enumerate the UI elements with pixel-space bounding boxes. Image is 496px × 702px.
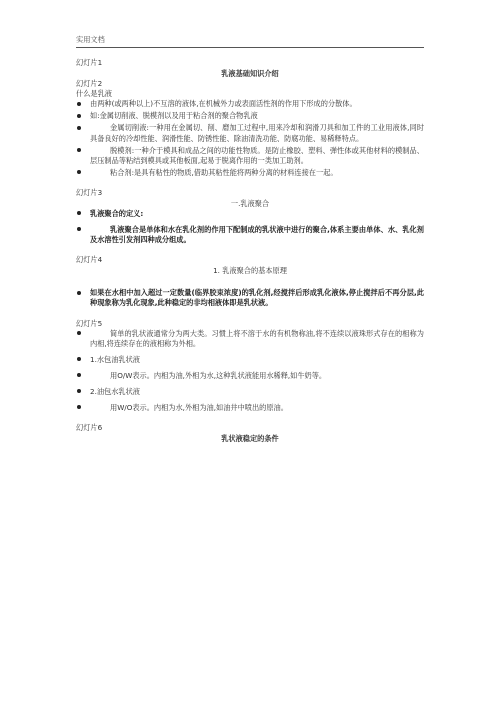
list-item: 乳液聚合的定义:	[76, 209, 424, 219]
slide-label: 幻灯片3	[76, 187, 103, 197]
bullet-list	[76, 329, 424, 413]
slide-title: 乳液基础知识介绍	[221, 69, 279, 79]
list-item: 2.油包水乳状液	[76, 387, 424, 397]
list-item: 用O/W表示。内相为油,外相为水,这种乳状液能用水稀释,如牛奶等。	[76, 371, 424, 381]
list-item: 粘合剂:是具有粘性的物质,借助其粘性能将两种分离的材料连接在一起。	[76, 168, 424, 178]
bullet-icon	[77, 227, 81, 231]
spacer	[76, 276, 424, 288]
bullet-list	[76, 288, 424, 308]
bullet-icon	[77, 211, 81, 215]
list-item: 如:金属切削液、脱模剂以及用于粘合剂的聚合物乳液	[76, 111, 424, 121]
spacer	[76, 311, 424, 319]
page-header: 实用文档	[76, 35, 105, 44]
document-content	[76, 58, 424, 444]
bullet-icon	[77, 405, 81, 409]
list-item: 金属切削液:一种用在金属切、削、磨加工过程中,用来冷却和润滑刀具和加工件的工业用液体,同时具备良好的冷却性能、润滑性能、防锈性能、除油清洗功能、防腐功能、易稀释特点。	[76, 123, 424, 143]
slide-subtitle: 一.乳液聚合	[230, 198, 270, 208]
list-item: 由两种(或两种以上)不互溶的液体,在机械外力或表面活性剂的作用下形成的分散体。	[76, 99, 424, 109]
bullet-icon	[77, 331, 81, 335]
list-item: 脱模剂:一种介于模具和成品之间的功能性物质。是防止橡胶、塑料、弹性体或其他材料的模制品、层压制品等粘结到模具或其他板面,起易于脱离作用的一类加工助剂。	[76, 146, 424, 166]
bullet-icon	[77, 114, 81, 118]
slide-label: 幻灯片1	[76, 58, 103, 67]
slide-label: 幻灯片4	[76, 255, 103, 265]
slide-label: 幻灯片6	[76, 423, 103, 433]
bullet-icon	[77, 357, 81, 361]
bullet-icon	[77, 126, 81, 130]
spacer	[76, 415, 424, 423]
list-item: 乳液聚合是单体和水在乳化剂的作用下配制成的乳状液中进行的聚合,体系主要由单体、水、乳化剂及水溶性引发剂四种成分组成。	[76, 225, 424, 245]
bullet-icon	[77, 170, 81, 174]
list-item: 1.水包油乳状液	[76, 355, 424, 365]
list-item: 简单的乳状液通常分为两大类。习惯上将不溶于水的有机物称油,将不连续以液珠形式存在的相称为内相,将连续存在的液相称为外相。	[76, 329, 424, 349]
spacer	[76, 180, 424, 188]
section-heading: 什么是乳液	[76, 89, 112, 99]
header-rule	[76, 47, 424, 48]
slide-label: 幻灯片2	[76, 79, 103, 89]
slide-label: 幻灯片5	[76, 318, 103, 328]
bullet-icon	[77, 389, 81, 393]
list-item: 用W/O表示。内相为水,外相为油,如油井中喷出的原油。	[76, 403, 424, 413]
slide-subtitle: 1. 乳液聚合的基本原理	[213, 266, 287, 276]
bullet-icon	[77, 291, 81, 295]
slide-title: 乳状液稳定的条件	[221, 434, 279, 444]
spacer	[76, 247, 424, 255]
bullet-icon	[77, 373, 81, 377]
bullet-list	[76, 99, 424, 178]
bullet-icon	[77, 148, 81, 152]
bullet-list	[76, 209, 424, 245]
list-item: 如果在水相中加入超过一定数量(临界胶束浓度)的乳化剂,经搅拌后形成乳化液体,停止搅拌后不再分层,此种现象称为乳化现象,此种稳定的非均相液体即是乳状液。	[76, 288, 424, 308]
bullet-icon	[77, 102, 81, 106]
